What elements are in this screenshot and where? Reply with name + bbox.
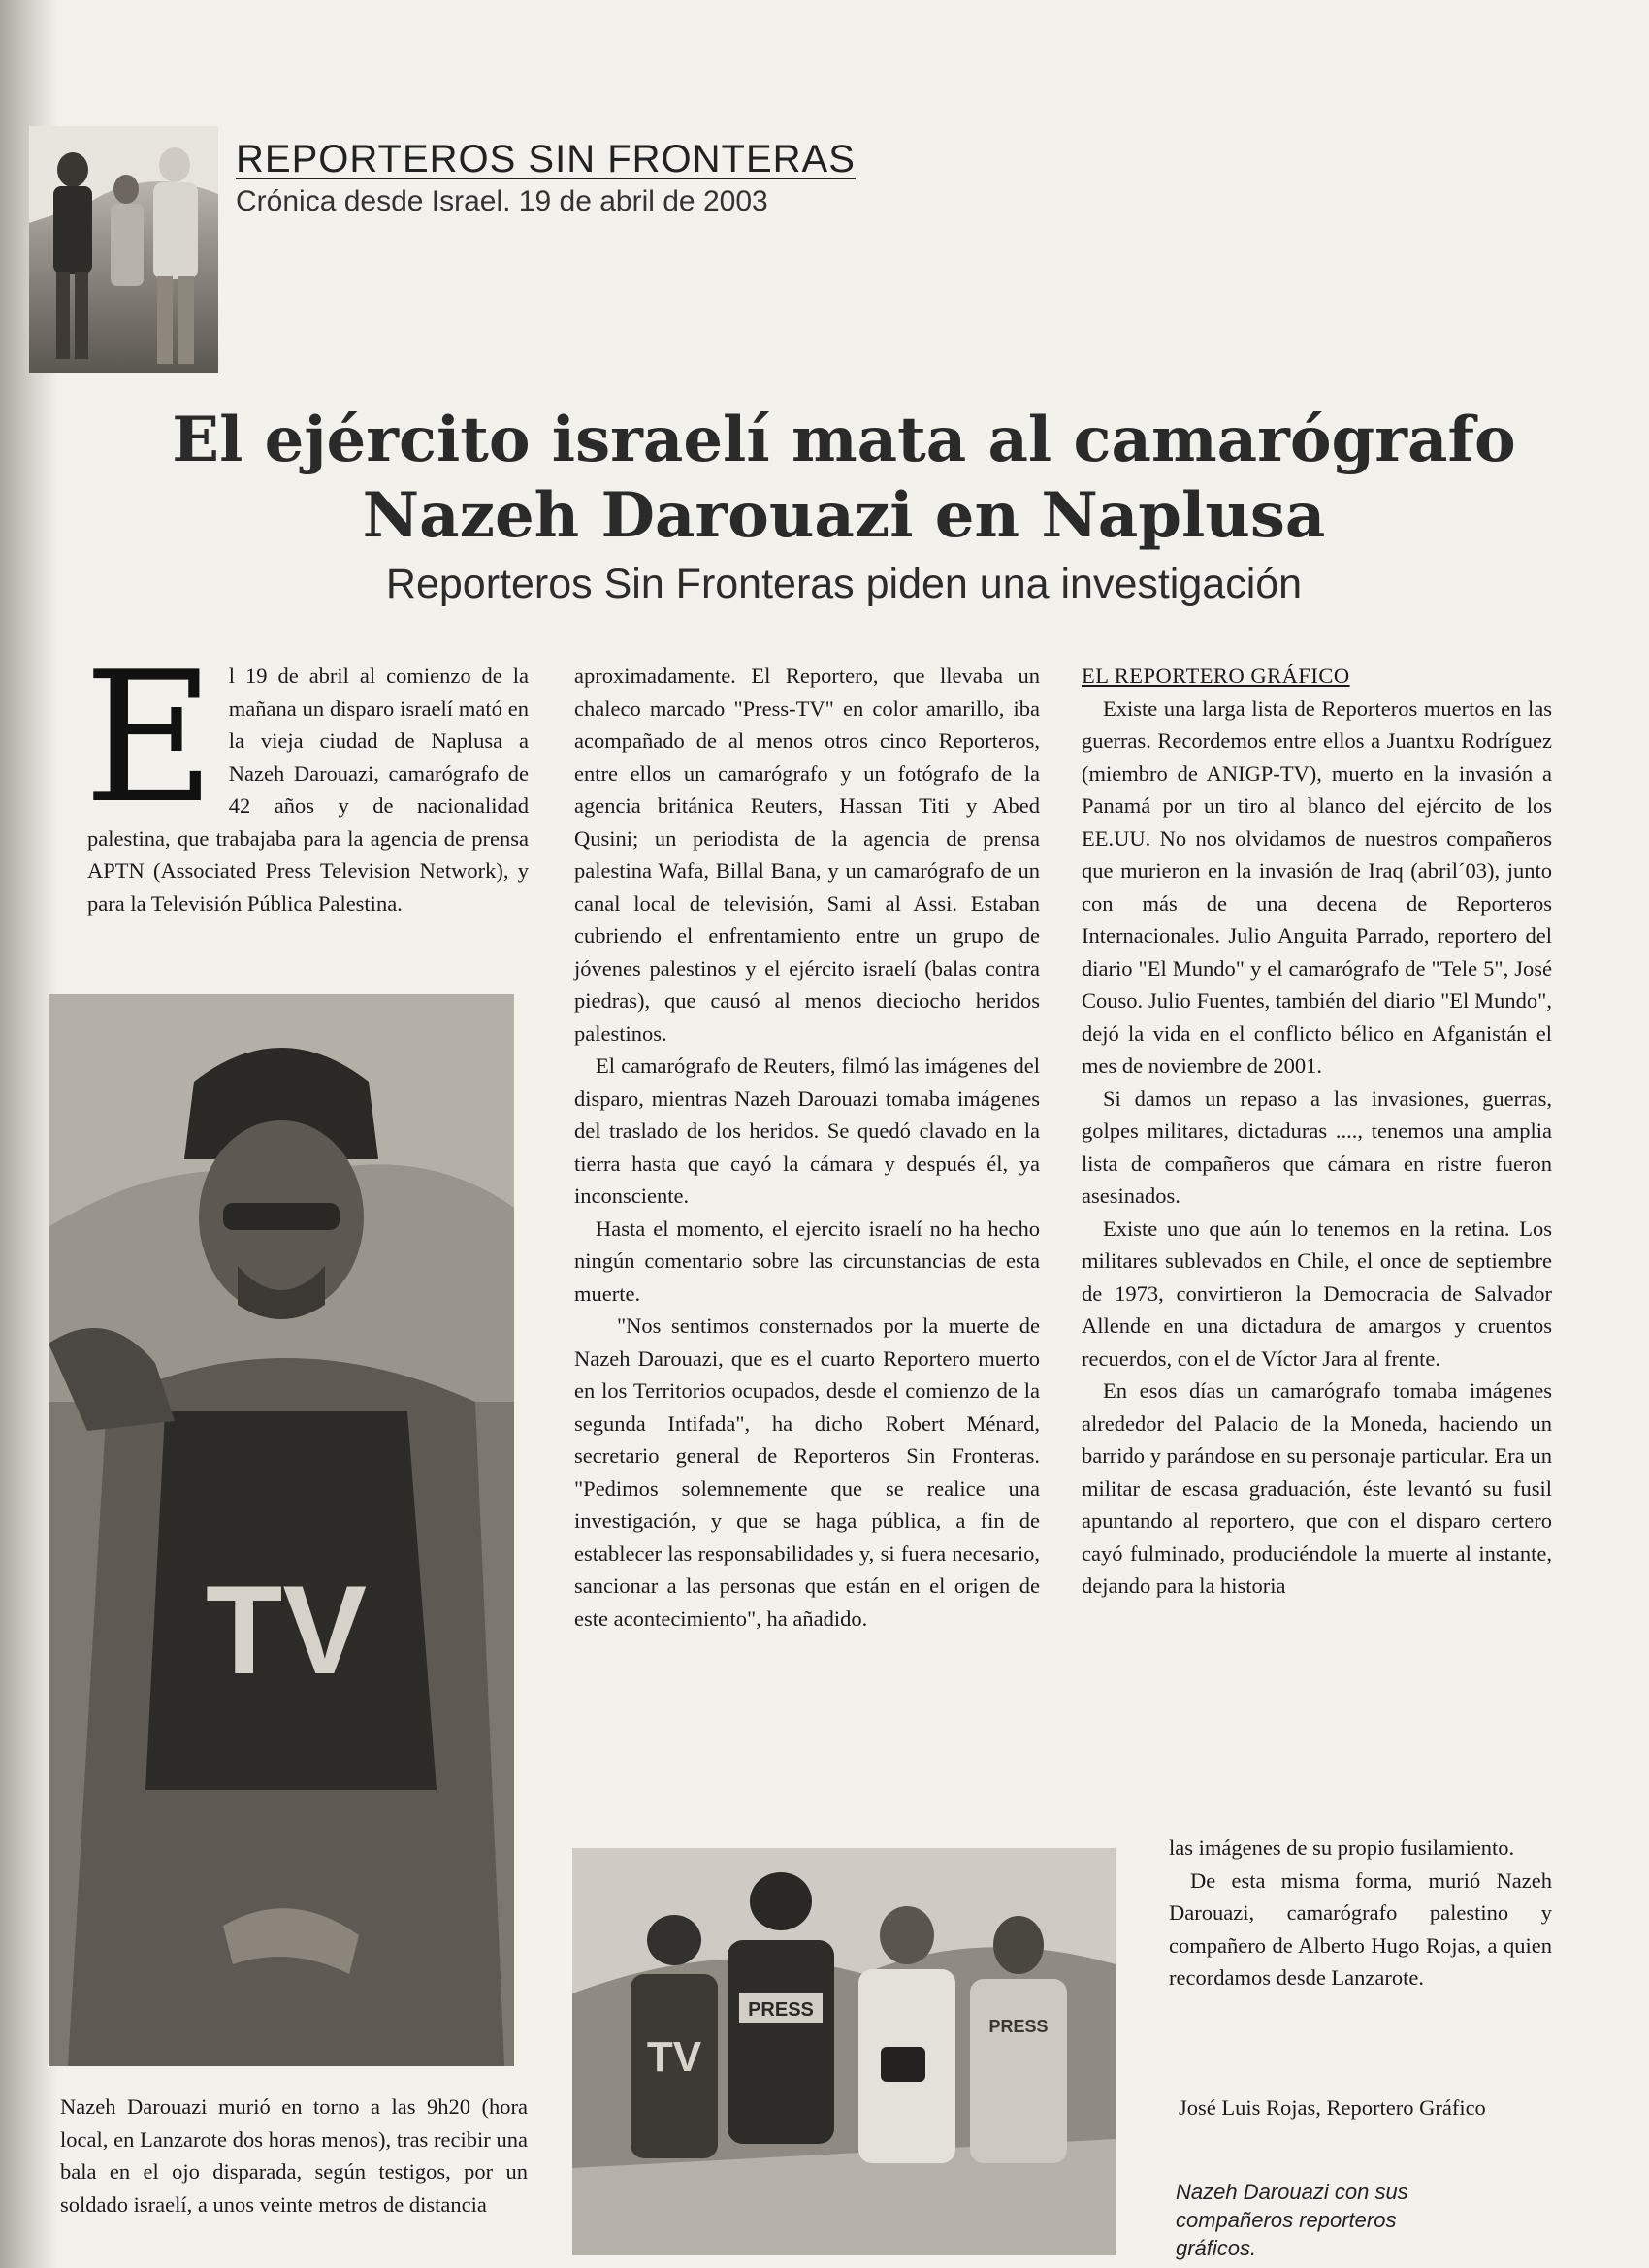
column-3-heading: EL REPORTERO GRÁFICO bbox=[1082, 664, 1350, 688]
main-photo-image bbox=[48, 994, 514, 2066]
column-3-paragraph-4: En esos días un camarógrafo tomaba imágenes alrededor del Palacio de la Moneda, haciendo un barrido y parándose en su personaje particular. Era un militar de escasa graduación, éste levantó su fusil apuntando al reportero, que con el disparo certero cayó fulminado, produciéndole la muerte al instante, dejando para la historia bbox=[1082, 1378, 1552, 1598]
group-photo-caption: Nazeh Darouazi con sus compañeros reporteros gráficos. bbox=[1176, 2180, 1408, 2260]
section-subtitle: Crónica desde Israel. 19 de abril de 2003 bbox=[236, 185, 768, 217]
column-2-paragraph-2: El camarógrafo de Reuters, filmó las imágenes del disparo, mientras Nazeh Darouazi tomaba imágenes del traslado de los heridos. Se quedó clavado en la tierra hasta que cayó la cámara y después él, ya inconsciente. bbox=[574, 1053, 1040, 1208]
column-1-text: l 19 de abril al comienzo de la mañana un disparo israelí mató en la vieja ciudad de Naplusa a Nazeh Darouazi, camarógrafo de 42 años y de nacionalidad palestina, que trabajaba para la agencia de prensa APTN (Associated Press Television Network), y para la Televisión Pública Palestina. bbox=[87, 664, 529, 916]
column-3-paragraph-1: Existe una larga lista de Reporteros muertos en las guerras. Recordemos entre ellos a Juantxu Rodríguez (miembro de ANIGP-TV), muerto en la invasión a Panamá por un tiro al blanco del ejército de los EE.UU. No nos olvidamos de nuestros compañeros que murieron en la invasión de Iraq (abril´03), junto con más de una decena de Reporteros Internacionales. Julio Anguita Parrado, reportero del diario "El Mundo" y el camarógrafo de "Tele 5", José Couso. Julio Fuentes, también del diario "El Mundo", dejó la vida en el conflicto bélico en Afganistán el mes de noviembre de 2001. bbox=[1082, 696, 1552, 1078]
column-3-paragraph-2: Si damos un repaso a las invasiones, guerras, golpes militares, dictaduras ...., tenemos una amplia lista de compañeros que cámara en ristre fueron asesinados. bbox=[1082, 1085, 1552, 1208]
drop-cap: E bbox=[83, 632, 215, 843]
article-column-3-continued bbox=[1169, 1831, 1552, 1994]
article-column-1 bbox=[83, 632, 529, 920]
author-signature: José Luis Rojas, Reportero Gráfico bbox=[1179, 2095, 1486, 2120]
column-3-paragraph-5: De esta misma forma, murió Nazeh Darouazi, camarógrafo palestino y compañero de Alberto Hugo Rojas, a quien recordamos desde Lanzarote. bbox=[1169, 1867, 1552, 1990]
vest-tv-label: TV bbox=[205, 1559, 368, 1701]
subheadline: Reporteros Sin Fronteras piden una investigación bbox=[385, 561, 1303, 607]
header-photo bbox=[29, 126, 218, 373]
column-3-paragraph-3: Existe uno que aún lo tenemos en la retina. Los militares sublevados en Chile, el once de septiembre de 1973, convirtieron la Democracia de Salvador Allende en una dictadura de amargos y cruentos recuerdos, con el de Víctor Jara al frente. bbox=[1082, 1215, 1552, 1371]
section-header bbox=[236, 138, 856, 218]
article-column-3 bbox=[1082, 660, 1552, 1603]
main-photo-cameraman bbox=[48, 994, 514, 2066]
group-vest-tv-label: TV bbox=[646, 2033, 702, 2081]
header-photo-image bbox=[29, 126, 218, 373]
headline bbox=[87, 403, 1600, 554]
group-photo-image bbox=[572, 1848, 1116, 2255]
section-title: REPORTEROS SIN FRONTERAS bbox=[236, 138, 856, 180]
main-photo-caption: Nazeh Darouazi murió en torno a las 9h20 (hora local, en Lanzarote dos horas menos), tras recibir una bala en el ojo disparada, según testigos, por un soldado israelí, a unos veinte metros de distancia bbox=[60, 2094, 528, 2217]
column-2-paragraph-3: Hasta el momento, el ejercito israelí no ha hecho ningún comentario sobre las circunstancias de esta muerte. bbox=[574, 1215, 1040, 1306]
column-3-paragraph-4-continued: las imágenes de su propio fusilamiento. bbox=[1169, 1835, 1515, 1860]
vest-press-label-1: PRESS bbox=[748, 1999, 814, 2021]
vest-press-label-2: PRESS bbox=[988, 2017, 1049, 2036]
headline-line-1: El ejército israelí mata al camarógrafo bbox=[172, 404, 1516, 476]
column-2-paragraph-1: aproximadamente. El Reportero, que llevaba un chaleco marcado "Press-TV" en color amarillo, iba acompañado de al menos otros cinco Reporteros, entre ellos un camarógrafo y un fotógrafo de la agencia británica Reuters, Hassan Titi y Abed Qusini; un periodista de la agencia de prensa palestina Wafa, Billal Bana, y un camarógrafo de un canal local de televisión, Sami al Assi. Estaban cubriendo el enfrentamiento entre un grupo de jóvenes palestinos y el ejército israelí (balas contra piedras), que causó al menos dieciocho heridos palestinos. bbox=[574, 664, 1040, 1046]
column-1-paragraph bbox=[83, 632, 529, 920]
group-photo-reporters bbox=[572, 1848, 1116, 2255]
headline-line-2: Nazeh Darouazi en Naplusa bbox=[362, 479, 1326, 552]
article-column-2 bbox=[574, 660, 1040, 1635]
column-2-paragraph-4: "Nos sentimos consternados por la muerte de Nazeh Darouazi, que es el cuarto Reportero muerto en los Territorios ocupados, desde el comienzo de la segunda Intifada", ha dicho Robert Ménard, secretario general de Reporteros Sin Fronteras. "Pedimos solemnemente que se realice una investigación, y que se haga pública, a fin de establecer las responsabilidades y, si fuera necesario, sancionar a las personas que están en el origen de este acontecimiento", ha añadido. bbox=[574, 1313, 1040, 1631]
